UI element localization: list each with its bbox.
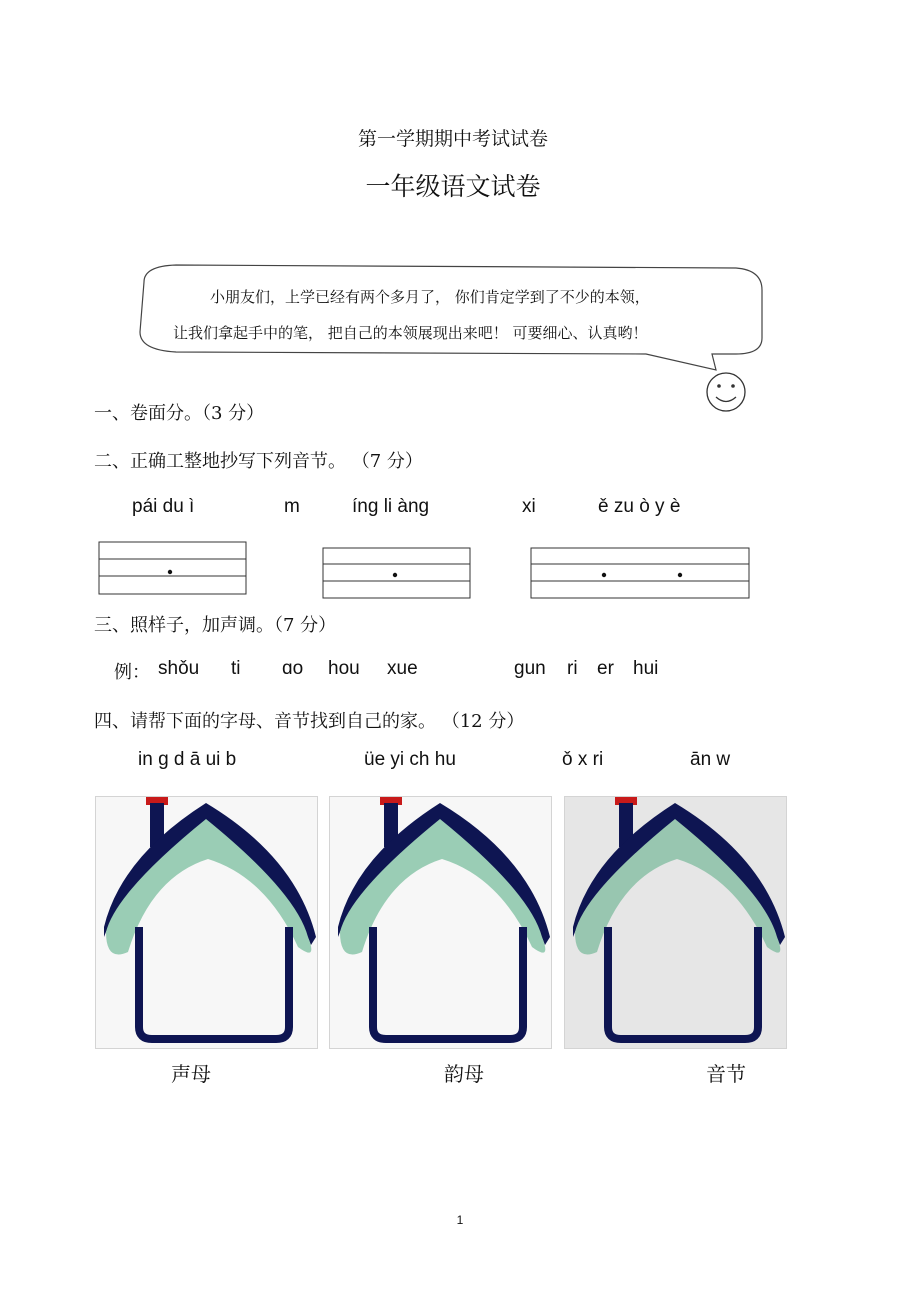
letter-group-3: ǒ x ri bbox=[562, 749, 604, 770]
house-yunmu[interactable] bbox=[329, 796, 552, 1049]
example-syllable: shǒu bbox=[158, 658, 200, 679]
letter-group-2: üe yi ch hu bbox=[364, 749, 456, 770]
writing-grid-2[interactable] bbox=[321, 546, 472, 600]
house-label-yunmu: 韵母 bbox=[444, 1062, 484, 1086]
house-label-shengmu: 声母 bbox=[171, 1062, 211, 1086]
smiley-face-icon bbox=[707, 373, 745, 411]
house-icon bbox=[96, 797, 317, 1048]
exam-title: 第一学期期中考试试卷 bbox=[357, 128, 548, 150]
tone-item-1: ti bbox=[231, 658, 241, 679]
writing-grid-3[interactable] bbox=[529, 546, 751, 600]
tone-item-8: hui bbox=[633, 658, 659, 679]
tone-item-7: er bbox=[597, 658, 614, 679]
letter-group-1: in ɡ d ā ui b bbox=[138, 749, 237, 770]
section-2-heading: 二、正确工整地抄写下列音节。 （7 分） bbox=[94, 451, 423, 472]
house-icon bbox=[330, 797, 551, 1048]
tone-item-3: hou bbox=[328, 658, 360, 679]
syllable-5: ě zu ò y è bbox=[598, 496, 681, 517]
house-shengmu[interactable] bbox=[95, 796, 318, 1049]
page-number: 1 bbox=[456, 1213, 464, 1227]
section-1-heading: 一、卷面分。（3 分） bbox=[94, 403, 265, 424]
house-yinjie[interactable] bbox=[564, 796, 787, 1049]
example-prefix: 例： bbox=[114, 662, 150, 683]
section-3-heading: 三、照样子，加声调。（7 分） bbox=[94, 615, 337, 636]
syllable-3: íng li àng bbox=[352, 496, 430, 517]
syllable-4: xi bbox=[522, 496, 536, 517]
intro-line-1: 小朋友们，上学已经有两个多月了， 你们肯定学到了不少的本领， bbox=[210, 288, 650, 306]
house-label-yinjie: 音节 bbox=[706, 1062, 746, 1086]
syllable-2: m bbox=[284, 496, 300, 517]
tone-item-4: xue bbox=[387, 658, 418, 679]
tone-item-2: ɑo bbox=[282, 658, 304, 679]
section-4-heading: 四、请帮下面的字母、音节找到自己的家。 （12 分） bbox=[94, 711, 525, 732]
letter-group-4: ān w bbox=[690, 749, 731, 770]
writing-grid-1[interactable] bbox=[97, 540, 249, 597]
house-icon bbox=[565, 797, 786, 1048]
intro-line-2: 让我们拿起手中的笔， 把自己的本领展现出来吧！ 可要细心、认真哟！ bbox=[173, 324, 648, 342]
exam-subtitle: 一年级语文试卷 bbox=[365, 172, 541, 201]
tone-item-5: ɡun bbox=[514, 658, 546, 679]
tone-item-6: ri bbox=[567, 658, 578, 679]
syllable-1: pái du ì bbox=[132, 496, 195, 517]
